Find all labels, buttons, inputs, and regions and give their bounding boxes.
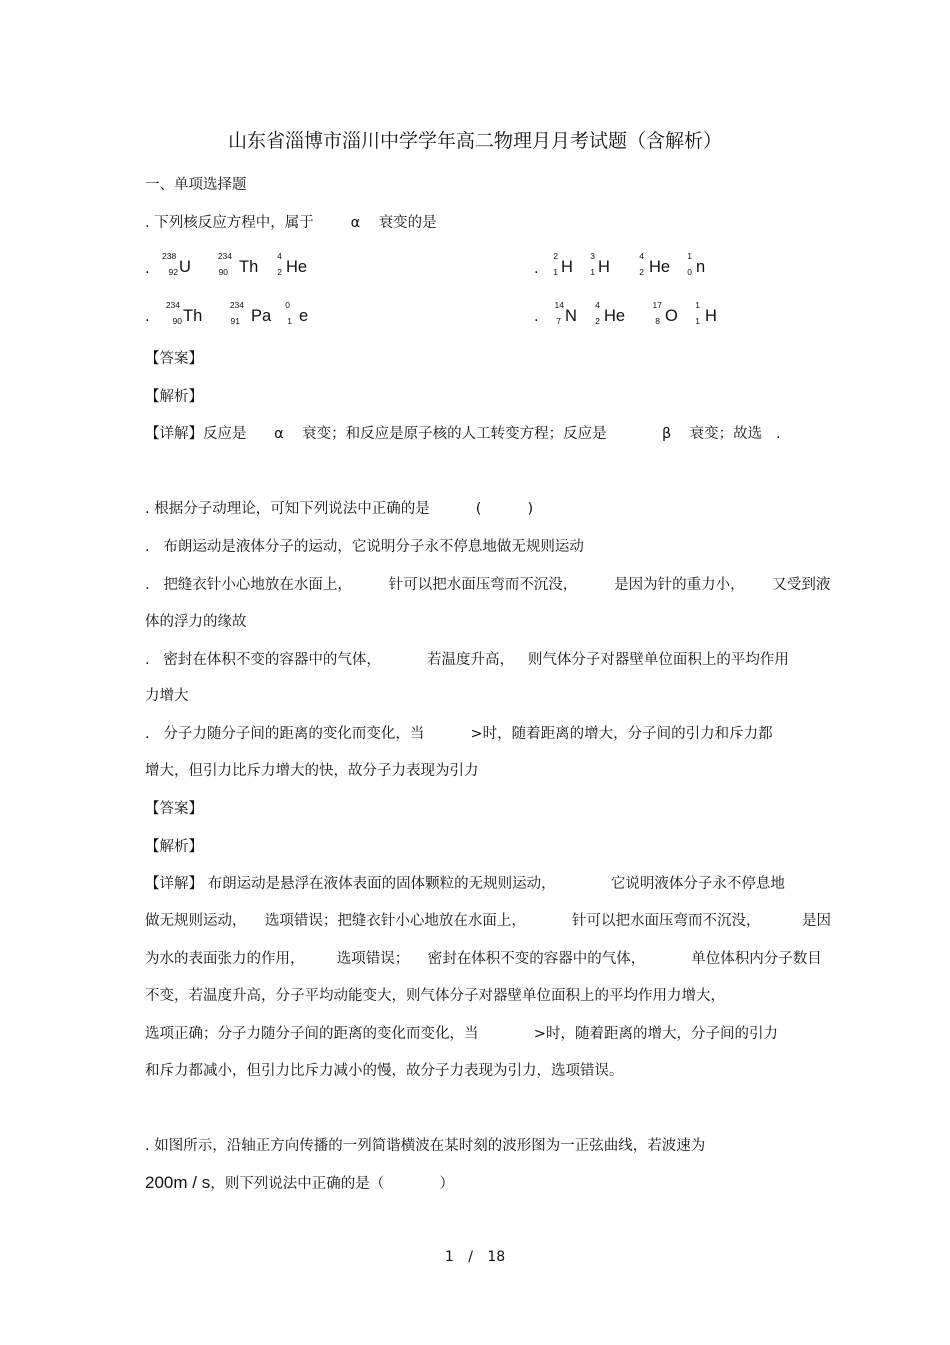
q3-stem-line2 — [145, 1173, 454, 1194]
nuclide-mass: 14 — [554, 300, 564, 310]
q2-option-c-line2: 力增大 — [145, 688, 189, 704]
q2-detail-line: 选项正确；分子力随分子间的距离的变化而变化，当 >时，随着距离的增大，分子间的引力 — [145, 1026, 778, 1042]
nuclide-atomic: 2 — [277, 267, 282, 277]
nuclide-symbol: n — [696, 258, 706, 276]
nuclide-mass: 4 — [595, 300, 600, 310]
nuclide-atomic: 1 — [590, 267, 595, 277]
nuclide-atomic: 2 — [595, 316, 600, 326]
q2-option-d-line2: 增大，但引力比斥力增大的快，故分子力表现为引力 — [145, 763, 479, 779]
nuclide-mass: 234 — [217, 251, 232, 261]
nuclide-symbol: Th — [239, 258, 259, 276]
page-total: 18 — [487, 1249, 506, 1265]
nuclide-mass: 238 — [162, 251, 177, 261]
nuclide-symbol: U — [179, 258, 191, 276]
nuclide-atomic: 7 — [556, 316, 561, 326]
q3-stem-continuation: ，则下列说法中正确的是（ ） — [210, 1176, 455, 1192]
nuclide-symbol: e — [299, 307, 309, 325]
nuclide-symbol: He — [604, 307, 626, 325]
nuclide-symbol: He — [286, 258, 308, 276]
q1-analysis-label: 【解析】 — [145, 389, 203, 405]
nuclide-atomic: 0 — [687, 267, 692, 277]
q2-answer-label: 【答案】 — [145, 801, 203, 817]
page-separator: / — [468, 1249, 473, 1265]
q1-option-d-marker: . — [534, 309, 539, 325]
nuclide-mass: 1 — [695, 300, 700, 310]
q2-detail-line: 不变，若温度升高，分子平均动能变大，则气体分子对器壁单位面积上的平均作用力增大， — [145, 988, 725, 1004]
q2-option-b-line1: . 把缝衣针小心地放在水面上， 针可以把水面压弯而不沉没， 是因为针的重力小， 又受到液 — [145, 577, 831, 593]
page-title: 山东省淄博市淄川中学学年高二物理月月考试题（含解析） — [227, 130, 722, 152]
nuclide-mass: 3 — [590, 251, 595, 261]
nuclide-symbol: He — [649, 258, 671, 276]
q1-option-a-marker: . — [145, 261, 150, 277]
nuclide-mass: 4 — [277, 251, 282, 261]
nuclide-mass: 234 — [165, 300, 180, 310]
nuclide-atomic: 92 — [168, 267, 178, 277]
nuclide-symbol: H — [705, 307, 717, 325]
q2-detail-line: 为水的表面张力的作用， 选项错误； 密封在体积不变的容器中的气体， 单位体积内分子数目 — [145, 951, 822, 967]
q1-stem: . 下列核反应方程中，属于 α 衰变的是 — [145, 215, 437, 231]
q1-option-b-marker: . — [534, 261, 539, 277]
page-number — [0, 1249, 950, 1265]
nuclide-symbol: Pa — [251, 307, 272, 325]
nuclide-symbol: H — [598, 258, 610, 276]
nuclide-symbol: O — [665, 307, 678, 325]
q3-stem: . 如图所示，沿轴正方向传播的一列简谐横波在某时刻的波形图为一正弦曲线，若波速为 — [145, 1138, 706, 1154]
q2-option-c-line1: . 密封在体积不变的容器中的气体， 若温度升高， 则气体分子对器壁单位面积上的平均作用 — [145, 652, 789, 668]
nuclide-mass: 2 — [553, 251, 558, 261]
q2-option-b-line2: 体的浮力的缘故 — [145, 614, 247, 630]
q2-detail-line: 做无规则运动， 选项错误；把缝衣针小心地放在水面上， 针可以把水面压弯而不沉没， 是因 — [145, 913, 832, 929]
q2-detail-line: 和斥力都减小，但引力比斥力减小的慢，故分子力表现为引力，选项错误。 — [145, 1063, 624, 1079]
nuclide-mass: 1 — [687, 251, 692, 261]
nuclide-atomic: 90 — [172, 316, 182, 326]
nuclide-atomic: 1 — [695, 316, 700, 326]
q2-option-a: . 布朗运动是液体分子的运动，它说明分子永不停息地做无规则运动 — [145, 539, 584, 555]
q2-stem: . 根据分子动理论，可知下列说法中正确的是 ( ) — [145, 501, 534, 517]
q2-detail-line: 【详解】 布朗运动是悬浮在液体表面的固体颗粒的无规则运动， 它说明液体分子永不停息地 — [145, 876, 785, 892]
nuclide-atomic: 90 — [218, 267, 228, 277]
q2-option-d-line1: . 分子力随分子间的距离的变化而变化，当 >时，随着距离的增大，分子间的引力和斥力都 — [145, 726, 773, 742]
nuclide-symbol: Th — [183, 307, 203, 325]
nuclide-symbol: H — [561, 258, 573, 276]
nuclide-mass: 4 — [639, 251, 644, 261]
nuclide-atomic: 8 — [655, 316, 660, 326]
q1-detail: 【详解】反应是 α 衰变；和反应是原子核的人工转变方程；反应是 β 衰变；故选 . — [145, 426, 781, 442]
nuclide-mass: 0 — [285, 300, 290, 310]
nuclide-mass: 17 — [652, 300, 662, 310]
q1-option-c-marker: . — [145, 309, 150, 325]
nuclide-symbol: N — [565, 307, 577, 325]
nuclide-atomic: 91 — [230, 316, 240, 326]
q1-answer-label: 【答案】 — [145, 351, 203, 367]
section-heading: 一、单项选择题 — [145, 177, 247, 193]
wave-speed-value: 200m / s — [145, 1173, 211, 1192]
page-current: 1 — [444, 1249, 454, 1265]
nuclide-mass: 234 — [229, 300, 244, 310]
nuclide-atomic: 1 — [287, 316, 292, 326]
nuclide-atomic: 1 — [553, 267, 558, 277]
nuclide-atomic: 2 — [639, 267, 644, 277]
q2-analysis-label: 【解析】 — [145, 839, 203, 855]
